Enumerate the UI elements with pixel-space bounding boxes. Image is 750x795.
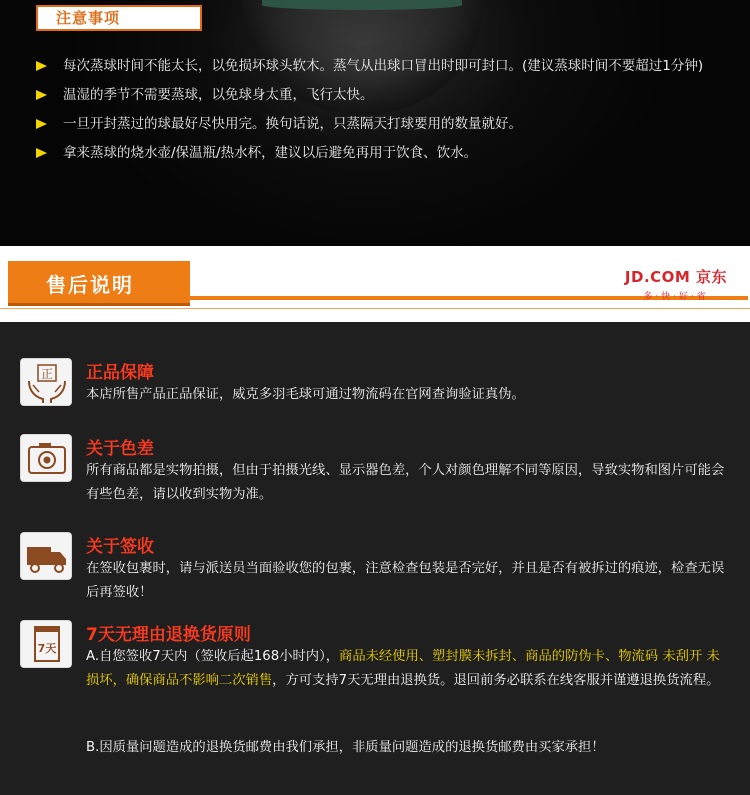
notice-item-text: 每次蒸球时间不能太长，以免损坏球头软木。蒸气从出球口冒出时即可封口。(建议蒸球时间不要超过1分钟) [63,58,704,74]
jd-logo [621,266,731,302]
policy-body-color: 所有商品都是实物拍摄，但由于拍摄光线、显示器色差，个人对颜色理解不同等原因，导致实物和图片可能会有些色差，请以收到实物为准。 [86,463,725,502]
policy-section [0,322,750,795]
jd-logo-slogan: 多·快·好·省 [643,292,709,302]
arrow-right-icon [36,90,47,100]
notice-item-text: 拿来蒸球的烧水壶/保温瓶/热水杯，建议以后避免再用于饮食、饮水。 [63,145,478,161]
authentic-icon-char: 正 [40,367,54,381]
policy-body-return-b: B.因质量问题造成的退换货邮费由我们承担，非质量问题造成的退换货邮费由买家承担！ [86,740,605,755]
header-divider [0,308,750,309]
return-a-prefix: A.自您签收7天内（签收后起168小时内）， [86,649,340,664]
notice-tab-title: 注意事项 [36,5,202,31]
notice-item-text: 温湿的季节不需要蒸球，以免球身太重，飞行太快。 [63,87,374,103]
shuttlecock-rim [262,0,462,10]
return-a-highlight: 商品未经使用、塑封膜未拆封、商品的防伪卡、物流码 未刮开 未损坏，确保商品不影响二次销售 [86,649,720,688]
calendar-icon-char: 7天 [37,642,57,655]
policy-item-delivery [20,532,730,612]
camera-icon [20,434,72,482]
policy-title-delivery: 关于签收 [86,537,154,557]
policy-title-color: 关于色差 [86,439,154,459]
header-tab [8,261,190,306]
notice-item-text: 一旦开封蒸过的球最好尽快用完。换句话说，只蒸隔天打球要用的数量就好。 [63,116,522,132]
policy-body-return-a [86,645,726,693]
policy-item-color [20,434,730,514]
seven-day-calendar-icon [20,620,72,668]
policy-title-return: 7天无理由退换货原则 [86,625,251,645]
header-title: 售后说明 [46,273,134,297]
arrow-right-icon [36,119,47,129]
notice-item [36,52,726,80]
arrow-right-icon [36,148,47,158]
return-a-suffix: ，方可支持7天无理由退换货。退回前务必联系在线客服并谨遵退换货流程。 [272,673,720,688]
authentic-hands-icon [20,358,72,406]
jd-logo-main: JD.COM 京东 [624,268,728,286]
after-sales-header [0,246,750,322]
arrow-right-icon [36,61,47,71]
notice-section [0,0,750,246]
policy-body-authentic: 本店所售产品正品保证，威克多羽毛球可通过物流码在官网查询验证真伪。 [86,387,525,402]
policy-title-authentic: 正品保障 [86,363,154,383]
policy-body-delivery: 在签收包裹时，请与派送员当面验收您的包裹，注意检查包装是否完好，并且是否有被拆过的痕迹，检查无误后再签收！ [86,561,725,600]
notice-item [36,110,726,138]
notice-item [36,139,726,167]
policy-item-return [20,620,730,770]
notice-item [36,81,726,109]
delivery-truck-icon [20,532,72,580]
notice-list [36,52,726,168]
policy-item-authentic [20,358,730,418]
